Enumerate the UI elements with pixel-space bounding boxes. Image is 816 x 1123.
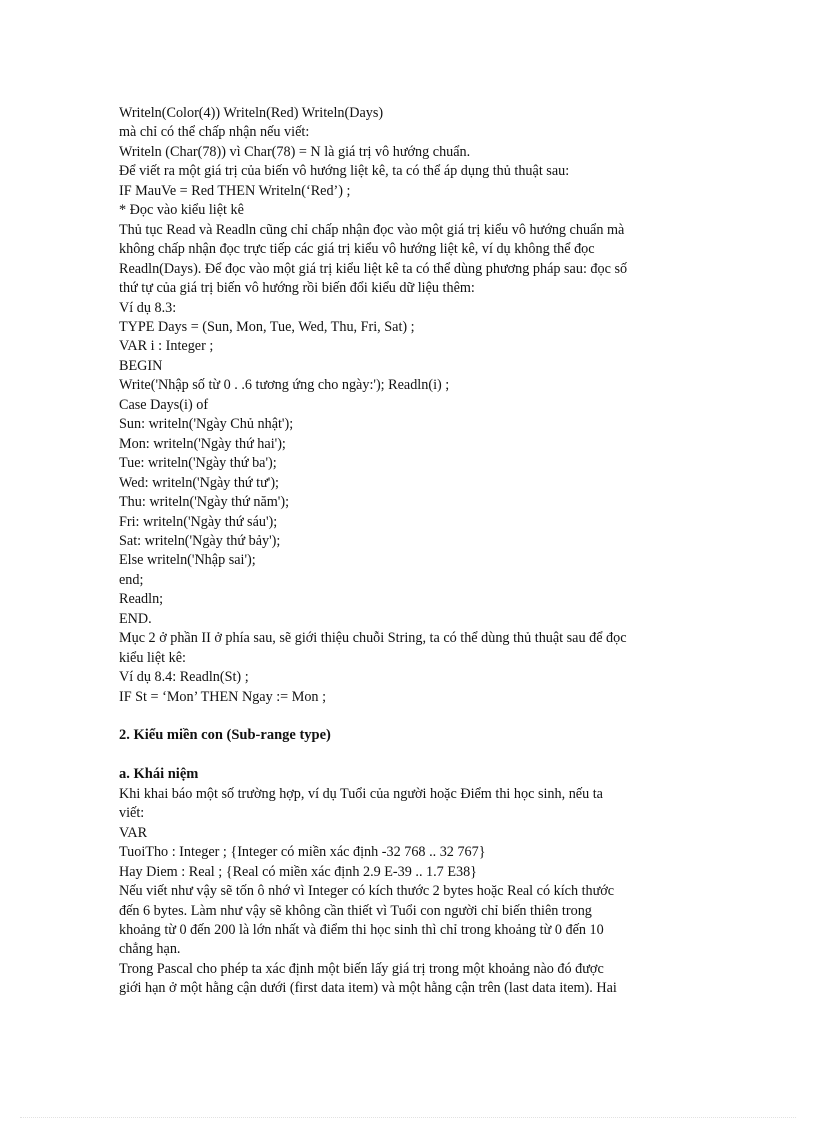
text-line: Writeln (Char(78)) vì Char(78) = N là giá trị vô hướng chuẩn. xyxy=(119,143,471,160)
code-line: Ví dụ 8.4: Readln(St) ; xyxy=(119,669,249,686)
text-line: khoảng từ 0 đến 200 là lớn nhất và điểm thi học sinh thì chỉ trong khoảng từ 0 đến 10 xyxy=(119,922,604,938)
code-line: end; xyxy=(119,571,144,588)
text-line: Writeln(Color(4)) Writeln(Red) Writeln(Days) xyxy=(119,105,384,121)
code-line: VAR xyxy=(119,824,148,841)
section-heading: 2. Kiểu miền con (Sub-range type) xyxy=(119,727,331,744)
text-line: đến 6 bytes. Làm như vậy sẽ không cần thiết vì Tuổi con người chỉ biến thiên trong xyxy=(119,902,592,919)
text-line: Thủ tục Read và Readln cũng chỉ chấp nhận đọc vào một giá trị kiểu vô hướng chuẩn mà xyxy=(119,221,625,238)
text-line: Readln(Days). Để đọc vào một giá trị kiểu liệt kê ta có thể dùng phương pháp sau: đọc số xyxy=(119,260,628,277)
text-line: không chấp nhận đọc trực tiếp các giá trị kiểu vô hướng liệt kê, ví dụ không thể đọc xyxy=(119,241,595,258)
text-line: chẳng hạn. xyxy=(119,941,181,958)
code-line: Else writeln('Nhập sai'); xyxy=(119,552,256,569)
text-line: Nếu viết như vậy sẽ tốn ô nhớ vì Integer có kích thước 2 bytes hoặc Real có kích thước xyxy=(119,883,615,900)
code-line: Sun: writeln('Ngày Chủ nhật'); xyxy=(119,416,294,433)
code-line: BEGIN xyxy=(119,357,163,374)
code-line: Write('Nhập số từ 0 . .6 tương ứng cho ngày:'); Readln(i) ; xyxy=(119,377,450,394)
code-line: Fri: writeln('Ngày thứ sáu'); xyxy=(119,513,278,530)
code-line: Readln; xyxy=(119,591,164,608)
code-line: Tue: writeln('Ngày thứ ba'); xyxy=(119,455,277,472)
document-body xyxy=(119,104,704,999)
code-line: Case Days(i) of xyxy=(119,396,209,413)
spacer xyxy=(119,707,704,726)
text-line: IF MauVe = Red THEN Writeln(‘Red’) ; xyxy=(119,182,351,199)
code-line: Thu: writeln('Ngày thứ năm'); xyxy=(119,494,290,511)
code-line: IF St = ‘Mon’ THEN Ngay := Mon ; xyxy=(119,688,327,705)
code-line: Sat: writeln('Ngày thứ bảy'); xyxy=(119,532,281,549)
text-line: Trong Pascal cho phép ta xác định một biến lấy giá trị trong một khoảng nào đó được xyxy=(119,960,604,977)
code-line: Wed: writeln('Ngày thứ tư'); xyxy=(119,474,280,491)
page-bottom-divider xyxy=(20,1117,796,1118)
text-line: kiểu liệt kê: xyxy=(119,649,186,666)
spacer xyxy=(119,746,704,765)
code-line: TuoiTho : Integer ; {Integer có miền xác định -32 768 .. 32 767} xyxy=(119,844,486,861)
text-line: * Đọc vào kiểu liệt kê xyxy=(119,202,244,219)
code-line: VAR i : Integer ; xyxy=(119,338,214,355)
subsection-heading: a. Khái niệm xyxy=(119,766,199,783)
text-line: Khi khai báo một số trường hợp, ví dụ Tuổi của người hoặc Điểm thi học sinh, nếu ta xyxy=(119,785,603,802)
code-line: Hay Diem : Real ; {Real có miền xác định 2.9 E-39 .. 1.7 E38} xyxy=(119,863,477,880)
text-line: giới hạn ở một hằng cận dưới (first data item) và một hằng cận trên (last data item). Hai xyxy=(119,980,617,997)
text-line: Ví dụ 8.3: xyxy=(119,299,177,316)
text-line: viết: xyxy=(119,805,145,822)
code-line: END. xyxy=(119,610,152,627)
code-line: TYPE Days = (Sun, Mon, Tue, Wed, Thu, Fri, Sat) ; xyxy=(119,318,415,335)
text-line: Để viết ra một giá trị của biến vô hướng liệt kê, ta có thể áp dụng thủ thuật sau: xyxy=(119,163,570,180)
text-line: Mục 2 ở phần II ở phía sau, sẽ giới thiệu chuỗi String, ta có thể dùng thủ thuật sau để đọc xyxy=(119,630,627,647)
text-line: thứ tự của giá trị biến vô hướng rồi biến đổi kiểu dữ liệu thêm: xyxy=(119,280,475,297)
code-line: Mon: writeln('Ngày thứ hai'); xyxy=(119,435,286,452)
text-line: mà chỉ có thể chấp nhận nếu viết: xyxy=(119,124,310,141)
